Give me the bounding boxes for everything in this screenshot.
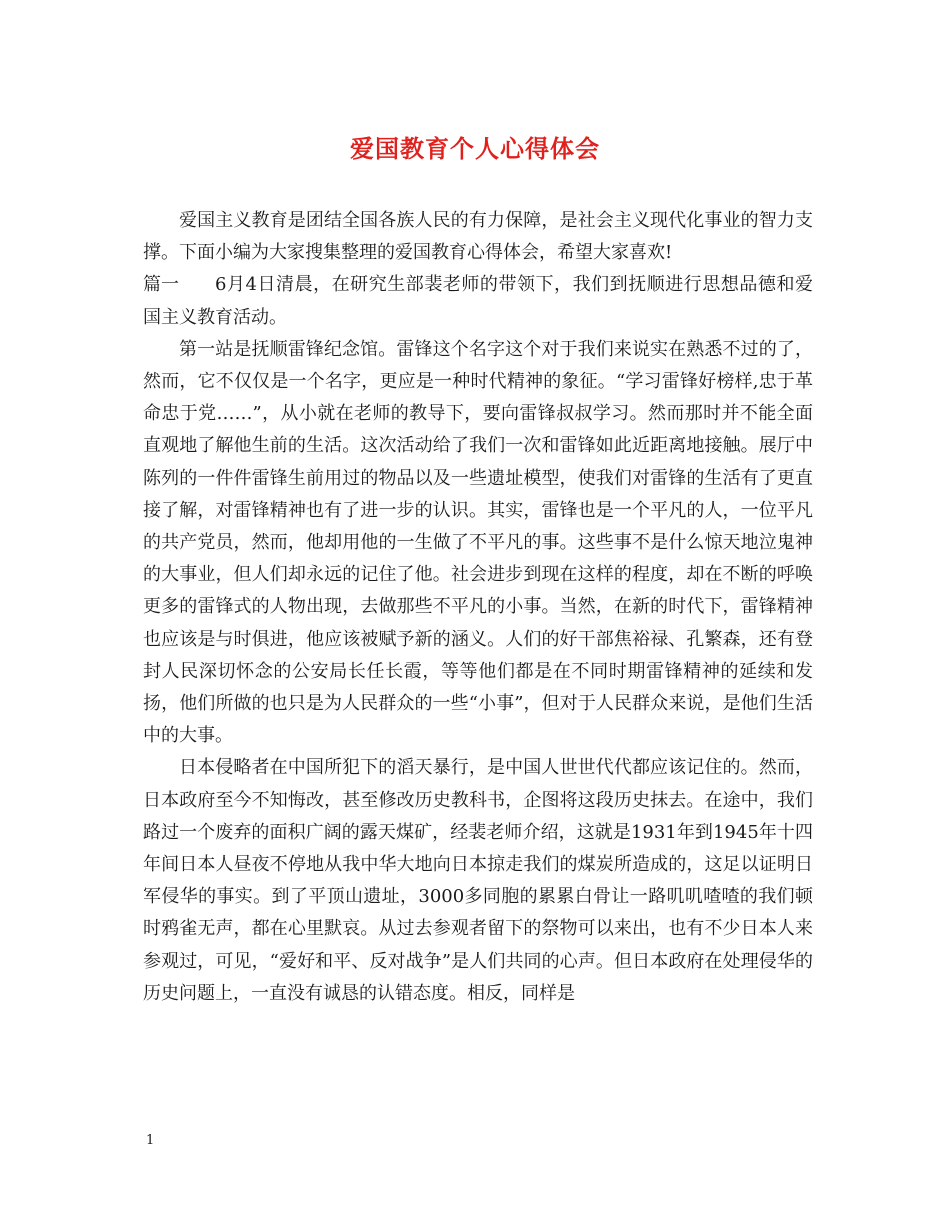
paragraph-japan-invasion: 日本侵略者在中国所犯下的滔天暴行，是中国人世世代代都应该记住的。然而，日本政府至今不知悔改，甚至修改历史教科书，企图将这段历史抹去。在途中，我们路过一个废弃的面积广阔的露天煤矿，经裴老师介绍，这就是1931年到1945年十四年间日本人昼夜不停地从我中华大地向日本掠走我们的煤炭所造成的，这足以证明日军侵华的事实。到了平顶山遗址，3000多同胞的累累白骨让一路叽叽喳喳的我们顿时鸦雀无声，都在心里默哀。从过去参观者留下的祭物可以来出，也有不少日本人来参观过，可见，“爱好和平、反对战争”是人们共同的心声。但日本政府在处理侵华的历史问题上，一直没有诚恳的认错态度。相反，同样是 bbox=[143, 757, 813, 1004]
section-one-text: 6月4日清晨，在研究生部裴老师的带领下，我们到抚顺进行思想品德和爱国主义教育活动。 bbox=[143, 274, 813, 328]
page-number: 1 bbox=[146, 1133, 155, 1148]
intro-paragraph: 爱国主义教育是团结全国各族人民的有力保障，是社会主义现代化事业的智力支撑。下面小编为大家搜集整理的爱国教育心得体会，希望大家喜欢! bbox=[143, 210, 813, 264]
section-one-paragraph bbox=[143, 269, 813, 333]
paragraph-lei-feng: 第一站是抚顺雷锋纪念馆。雷锋这个名字这个对于我们来说实在熟悉不过的了，然而，它不仅仅是一个名字，更应是一种时代精神的象征。“学习雷锋好榜样,忠于革命忠于党……”，从小就在老师的教导下，要向雷锋叔叔学习。然而那时并不能全面直观地了解他生前的生活。这次活动给了我们一次和雷锋如此近距离地接触。展厅中陈列的一件件雷锋生前用过的物品以及一些遗址模型，使我们对雷锋的生活有了更直接了解，对雷锋精神也有了进一步的认识。其实，雷锋也是一个平凡的人，一位平凡的共产党员，然而，他却用他的一生做了不平凡的事。这些事不是什么惊天地泣鬼神的大事业，但人们却永远的记住了他。社会进步到现在这样的程度，却在不断的呼唤更多的雷锋式的人物出现，去做那些不平凡的小事。当然，在新的时代下，雷锋精神也应该是与时俱进，他应该被赋予新的涵义。人们的好干部焦裕禄、孔繁森，还有登封人民深切怀念的公安局长任长霞，等等他们都是在不同时期雷锋精神的延续和发扬，他们所做的也只是为人民群众的一些“小事”，但对于人民群众来说，是他们生活中的大事。 bbox=[143, 338, 813, 747]
section-label: 篇一 bbox=[143, 274, 179, 296]
document-body bbox=[143, 205, 813, 1010]
document-title: 爱国教育个人心得体会 bbox=[350, 134, 600, 163]
